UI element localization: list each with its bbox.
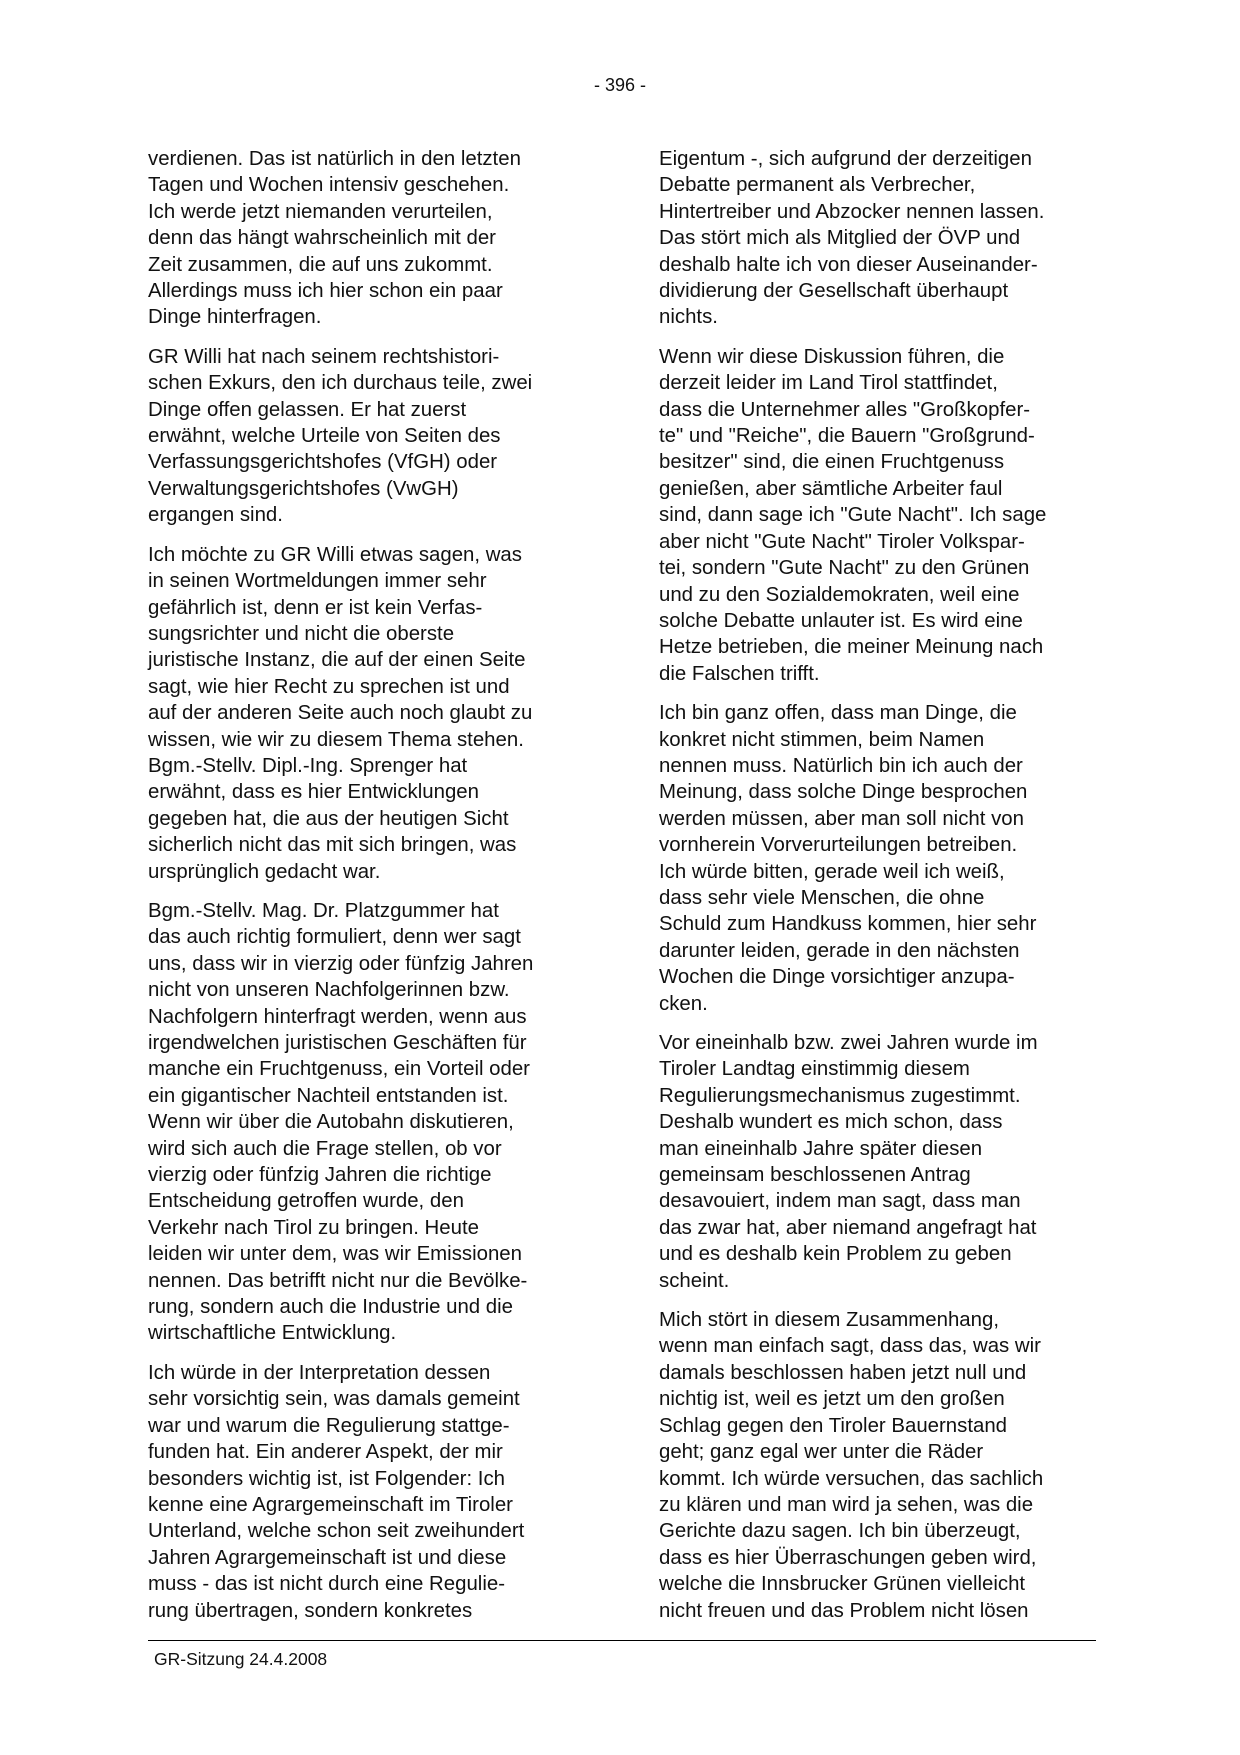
paragraph: Ich würde in der Interpretation dessen sehr vorsichtig sein, was damals gemeint war und warum die Regulierung stattge- funden hat. Ein anderer Aspekt, der mir besonders wichtig ist, ist Folgender: Ich kenne eine Agrargemeinschaft im Tiroler Unterland, welche schon seit zweihundert Jahren Agrargemeinschaft ist und diese muss - das ist nicht durch eine Regulie- rung übertragen, sondern konkretes xyxy=(148,1361,525,1622)
footer-divider xyxy=(148,1640,1096,1641)
paragraph: Eigentum -, sich aufgrund der derzeitigen Debatte permanent als Verbrecher, Hintertreiber und Abzocker nennen lassen. Das stört mich als Mitglied der ÖVP und deshalb halte ich von dieser Auseinander- dividierung der Gesellschaft überhaupt nichts. xyxy=(659,148,1045,329)
paragraph: Bgm.-Stellv. Mag. Dr. Platzgummer hat das auch richtig formuliert, denn wer sagt uns, dass wir in vierzig oder fünfzig Jahren nicht von unseren Nachfolgerinnen bzw. Nachfolgern hinterfragt werden, wenn aus irgendwelchen juristischen Geschäften für manche ein Fruchtgenuss, ein Vorteil oder ein gigantischer Nachteil entstanden ist. Wenn wir über die Autobahn diskutieren, wird sich auch die Frage stellen, ob vor vierzig oder fünfzig Jahren die richtige Entscheidung getroffen wurde, den Verkehr nach Tirol zu bringen. Heute leiden wir unter dem, was wir Emissionen nennen. Das betrifft nicht nur die Bevölke- rung, sondern auch die Industrie und die wirtschaftliche Entwicklung. xyxy=(148,899,534,1345)
left-text-column xyxy=(148,146,588,1637)
paragraph: Ich möchte zu GR Willi etwas sagen, was in seinen Wortmeldungen immer sehr gefährlich ist, denn er ist kein Verfas- sungsrichter und nicht die oberste juristische Instanz, die auf der einen Seite sagt, wie hier Recht zu sprechen ist und auf der anderen Seite auch noch glaubt zu wissen, wie wir zu diesem Thema stehen. Bgm.-Stellv. Dipl.-Ing. Sprenger hat erwähnt, dass es hier Entwicklungen gegeben hat, die aus der heutigen Sicht sicherlich nicht das mit sich bringen, was ursprünglich gedacht war. xyxy=(148,543,533,883)
paragraph: Ich bin ganz offen, dass man Dinge, die konkret nicht stimmen, beim Namen nennen muss. Natürlich bin ich auch der Meinung, dass solche Dinge besprochen werden müssen, aber man soll nicht von vornherein Vorverurteilungen betreiben. Ich würde bitten, gerade weil ich weiß, dass sehr viele Menschen, die ohne Schuld zum Handkuss kommen, hier sehr darunter leiden, gerade in den nächsten Wochen die Dinge vorsichtiger anzupa- cken. xyxy=(659,702,1037,1015)
paragraph: Mich stört in diesem Zusammenhang, wenn man einfach sagt, dass das, was wir damals beschlossen haben jetzt null und nichtig ist, weil es jetzt um den großen Schlag gegen den Tiroler Bauernstand geht; ganz egal wer unter die Räder kommt. Ich würde versuchen, das sachlich zu klären und man wird ja sehen, was die Gerichte dazu sagen. Ich bin überzeugt, dass es hier Überraschungen geben wird, welche die Innsbrucker Grünen vielleicht nicht freuen und das Problem nicht lösen xyxy=(659,1309,1044,1622)
paragraph: verdienen. Das ist natürlich in den letzten Tagen und Wochen intensiv geschehen. Ich werde jetzt niemanden verurteilen, denn das hängt wahrscheinlich mit der Zeit zusammen, die auf uns zukommt. Allerdings muss ich hier schon ein paar Dinge hinterfragen. xyxy=(148,148,521,329)
paragraph: GR Willi hat nach seinem rechtshistori- schen Exkurs, den ich durchaus teile, zwei Dinge offen gelassen. Er hat zuerst erwähnt, welche Urteile von Seiten des Verfassungsgerichtshofes (VfGH) oder Verwaltungsgerichtshofes (VwGH) ergangen sind. xyxy=(148,345,533,527)
footer-label: GR-Sitzung 24.4.2008 xyxy=(154,1649,328,1669)
page-number: - 396 - xyxy=(593,75,647,95)
paragraph: Vor eineinhalb bzw. zwei Jahren wurde im Tiroler Landtag einstimmig diesem Regulierungsmechanismus zugestimmt. Deshalb wundert es mich schon, dass man eineinhalb Jahre später diesen gemeinsam beschlossenen Antrag desavouiert, indem man sagt, dass man das zwar hat, aber niemand angefragt hat und es deshalb kein Problem zu geben scheint. xyxy=(659,1032,1038,1292)
paragraph: Wenn wir diese Diskussion führen, die derzeit leider im Land Tirol stattfindet, dass die Unternehmer alles "Großkopfer- te" und "Reiche", die Bauern "Großgrund- besitzer" sind, die einen Fruchtgenuss genießen, aber sämtliche Arbeiter faul sind, dann sage ich "Gute Nacht". Ich sage aber nicht "Gute Nacht" Tiroler Volkspar- tei, sondern "Gute Nacht" zu den Grünen und zu den Sozialdemokraten, weil eine solche Debatte unlauter ist. Es wird eine Hetze betrieben, die meiner Meinung nach die Falschen trifft. xyxy=(659,345,1047,685)
right-text-column xyxy=(659,146,1105,1637)
